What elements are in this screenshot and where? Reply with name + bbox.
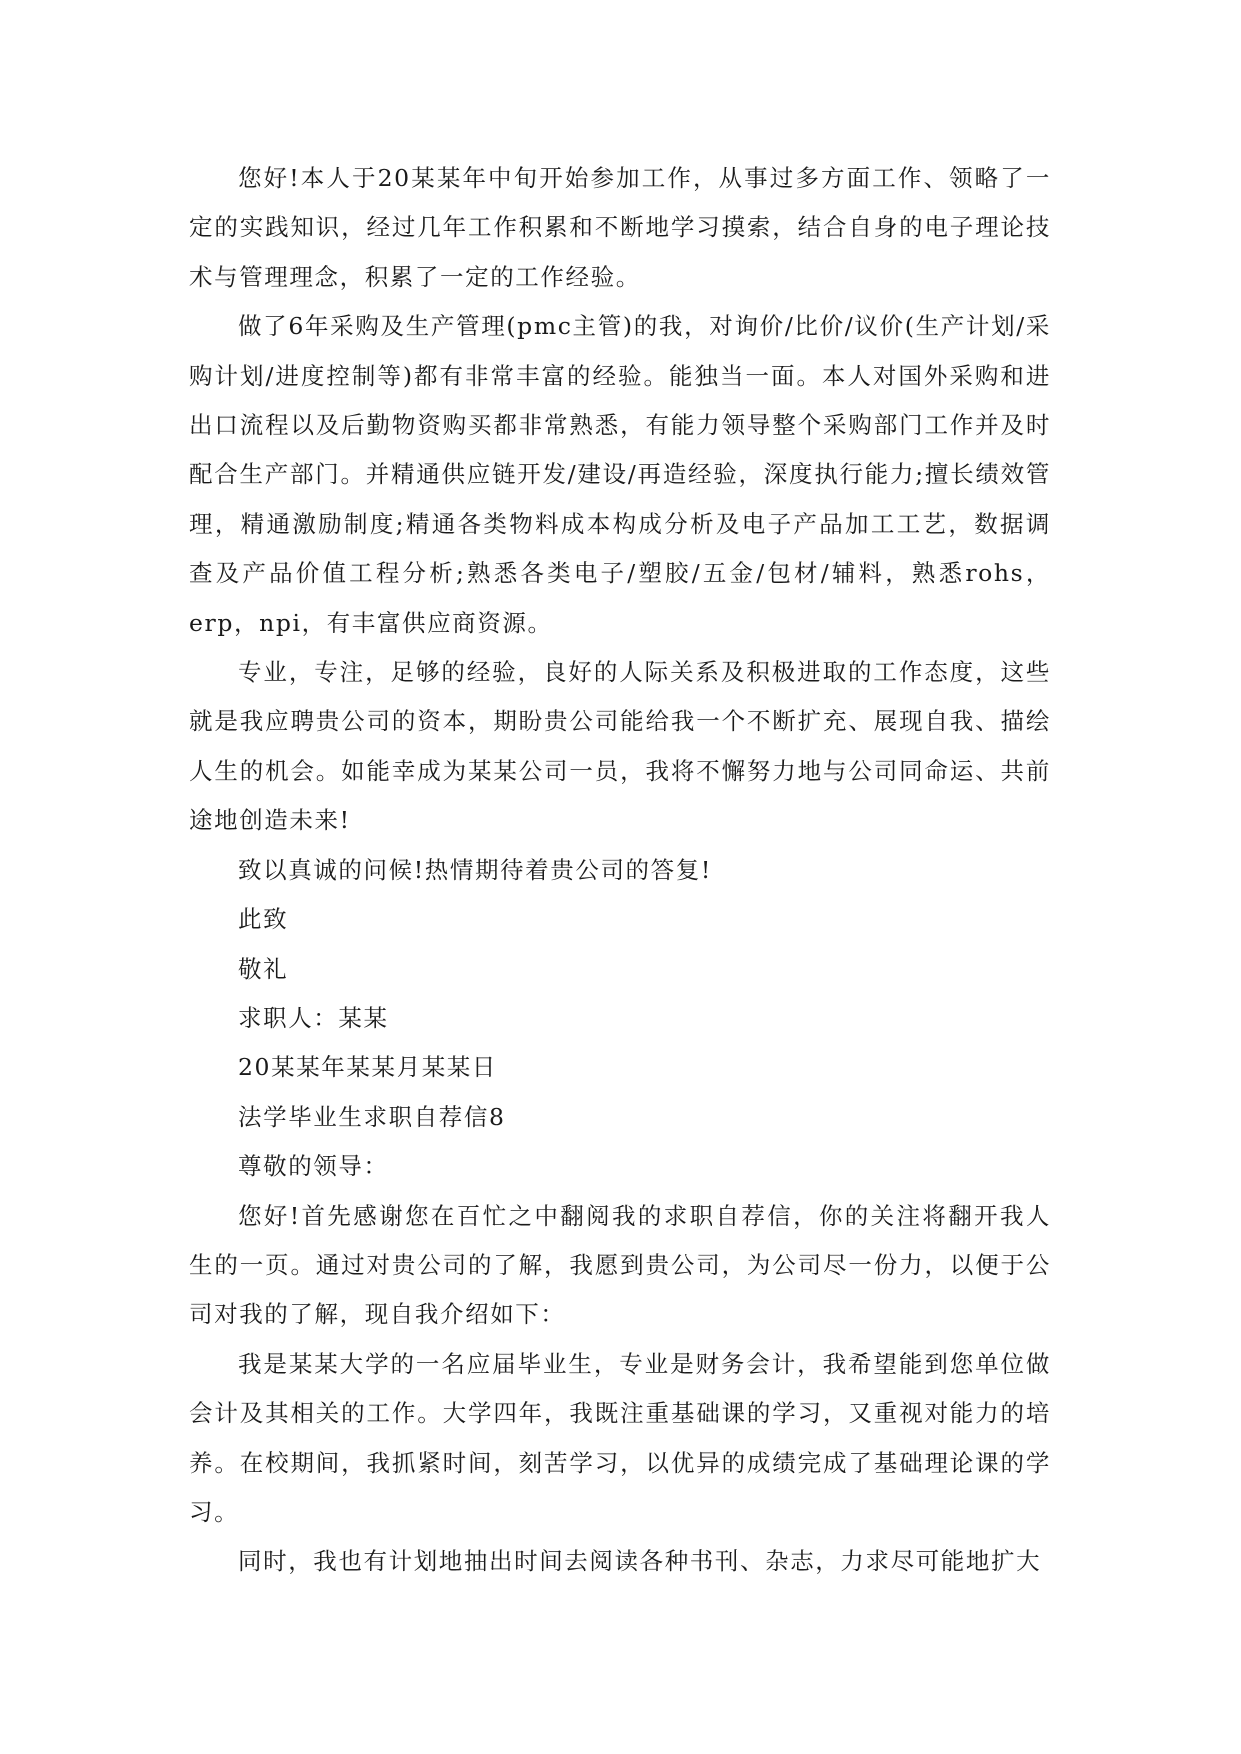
paragraph-experience: 做了6年采购及生产管理(pmc主管)的我，对询价/比价/议价(生产计划/采购计划/进度控制等)都有非常丰富的经验。能独当一面。本人对国外采购和进出口流程以及后勤物资购买都非常熟悉，有能力领导整个采购部门工作并及时配合生产部门。并精通供应链开发/建设/再造经验，深度执行能力;擅长绩效管理，精通激励制度;精通各类物料成本构成分析及电子产品加工工艺，数据调查及产品价值工程分析;熟悉各类电子/塑胶/五金/包材/辅料，熟悉rohs，erp，npi，有丰富供应商资源。 <box>189 312 1051 637</box>
salutation-jingli: 敬礼 <box>238 954 289 983</box>
letter-date: 20某某年某某月某某日 <box>238 1053 498 1082</box>
letter-body <box>189 154 1051 1587</box>
paragraph-reading: 同时，我也有计划地抽出时间去阅读各种书刊、杂志，力求尽可能地扩大 <box>238 1547 1042 1576</box>
paragraph-strengths: 专业，专注，足够的经验，良好的人际关系及积极进取的工作态度，这些就是我应聘贵公司的资本，期盼贵公司能给我一个不断扩充、展现自我、描绘人生的机会。如能幸成为某某公司一员，我将不懈努力地与公司同命运、共前途地创造未来! <box>189 658 1051 835</box>
paragraph-education: 我是某某大学的一名应届毕业生，专业是财务会计，我希望能到您单位做会计及其相关的工作。大学四年，我既注重基础课的学习，又重视对能力的培养。在校期间，我抓紧时间，刻苦学习，以优异的成绩完成了基础理论课的学习。 <box>189 1349 1051 1526</box>
salutation-cizhi: 此致 <box>238 905 289 934</box>
recipient-greeting: 尊敬的领导： <box>238 1152 389 1181</box>
paragraph-intro: 您好!本人于20某某年中旬开始参加工作，从事过多方面工作、领略了一定的实践知识，经过几年工作积累和不断地学习摸索，结合自身的电子理论技术与管理理念，积累了一定的工作经验。 <box>189 164 1051 291</box>
closing-greeting: 致以真诚的问候!热情期待着贵公司的答复! <box>238 855 712 884</box>
paragraph-opening: 您好!首先感谢您在百忙之中翻阅我的求职自荐信，你的关注将翻开我人生的一页。通过对贵公司的了解，我愿到贵公司，为公司尽一份力，以便于公司对我的了解，现自我介绍如下： <box>189 1201 1051 1329</box>
section-title: 法学毕业生求职自荐信8 <box>238 1102 506 1131</box>
applicant-signature: 求职人：某某 <box>238 1003 389 1032</box>
